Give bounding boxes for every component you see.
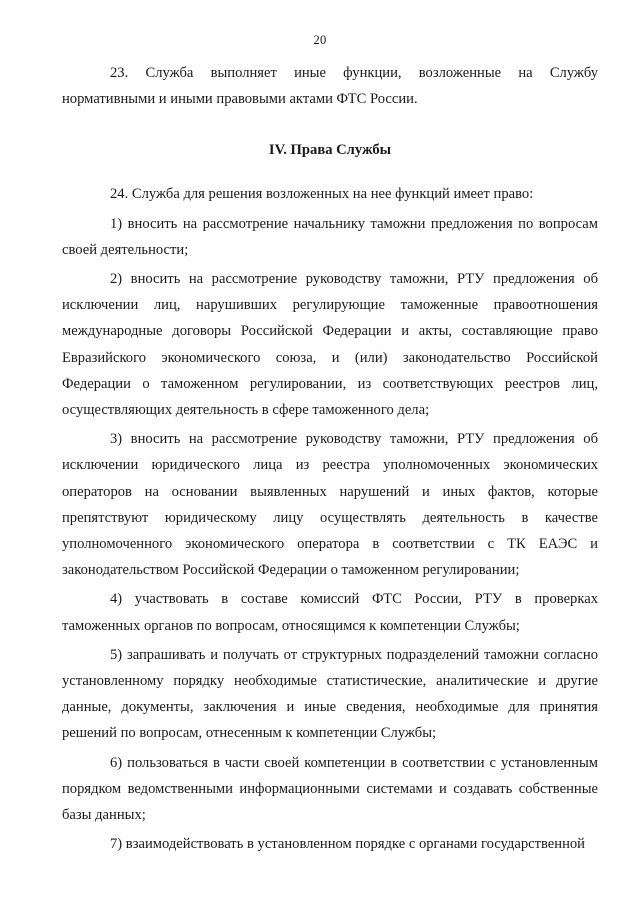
list-item-2: 2) вносить на рассмотрение руководству таможни, РТУ предложения об исключении лиц, нарушивших регулирующие таможенные правоотношения международные договоры Российской Федерации и акты, составляющие право Евразийского экономического союза, и (или) законодательство Российской Федерации о таможенном регулировании, из соответствующих реестров лиц, осуществляющих деятельность в сфере таможенного дела; <box>62 271 598 419</box>
page-number: 20 <box>313 33 327 47</box>
document-body <box>62 60 598 857</box>
list-item-6: 6) пользоваться в части своей компетенции в соответствии с установленным порядком ведомственными информационными системами и создавать собственные базы данных; <box>62 754 598 824</box>
list-item-7: 7) взаимодействовать в установленном порядке с органами государственной <box>110 836 585 853</box>
list-item-3: 3) вносить на рассмотрение руководству таможни, РТУ предложения об исключении юридического лица из реестра уполномоченных экономических операторов на основании выявленных нарушений и иных фактов, которые препятствуют юридическому лицу осуществлять деятельность в качестве уполномоченного экономического оператора в соответствии с ТК ЕАЭС и законодательством Российской Федерации о таможенном регулировании; <box>62 431 598 579</box>
section-heading: IV. Права Службы <box>268 142 392 159</box>
list-item-4: 4) участвовать в составе комиссий ФТС России, РТУ в проверках таможенных органов по вопросам, относящимся к компетенции Службы; <box>62 591 598 634</box>
paragraph-24: 24. Служба для решения возложенных на нее функций имеет право: <box>110 186 534 203</box>
paragraph-23: 23. Служба выполняет иные функции, возложенные на Службу нормативными и иными правовыми актами ФТС России. <box>62 65 598 108</box>
list-item-1: 1) вносить на рассмотрение начальнику таможни предложения по вопросам своей деятельности; <box>62 215 598 258</box>
list-item-5: 5) запрашивать и получать от структурных подразделений таможни согласно установленному порядку необходимые статистические, аналитические и другие данные, документы, заключения и иные сведения, необходимые для принятия решений по вопросам, отнесенным к компетенции Службы; <box>62 646 598 742</box>
